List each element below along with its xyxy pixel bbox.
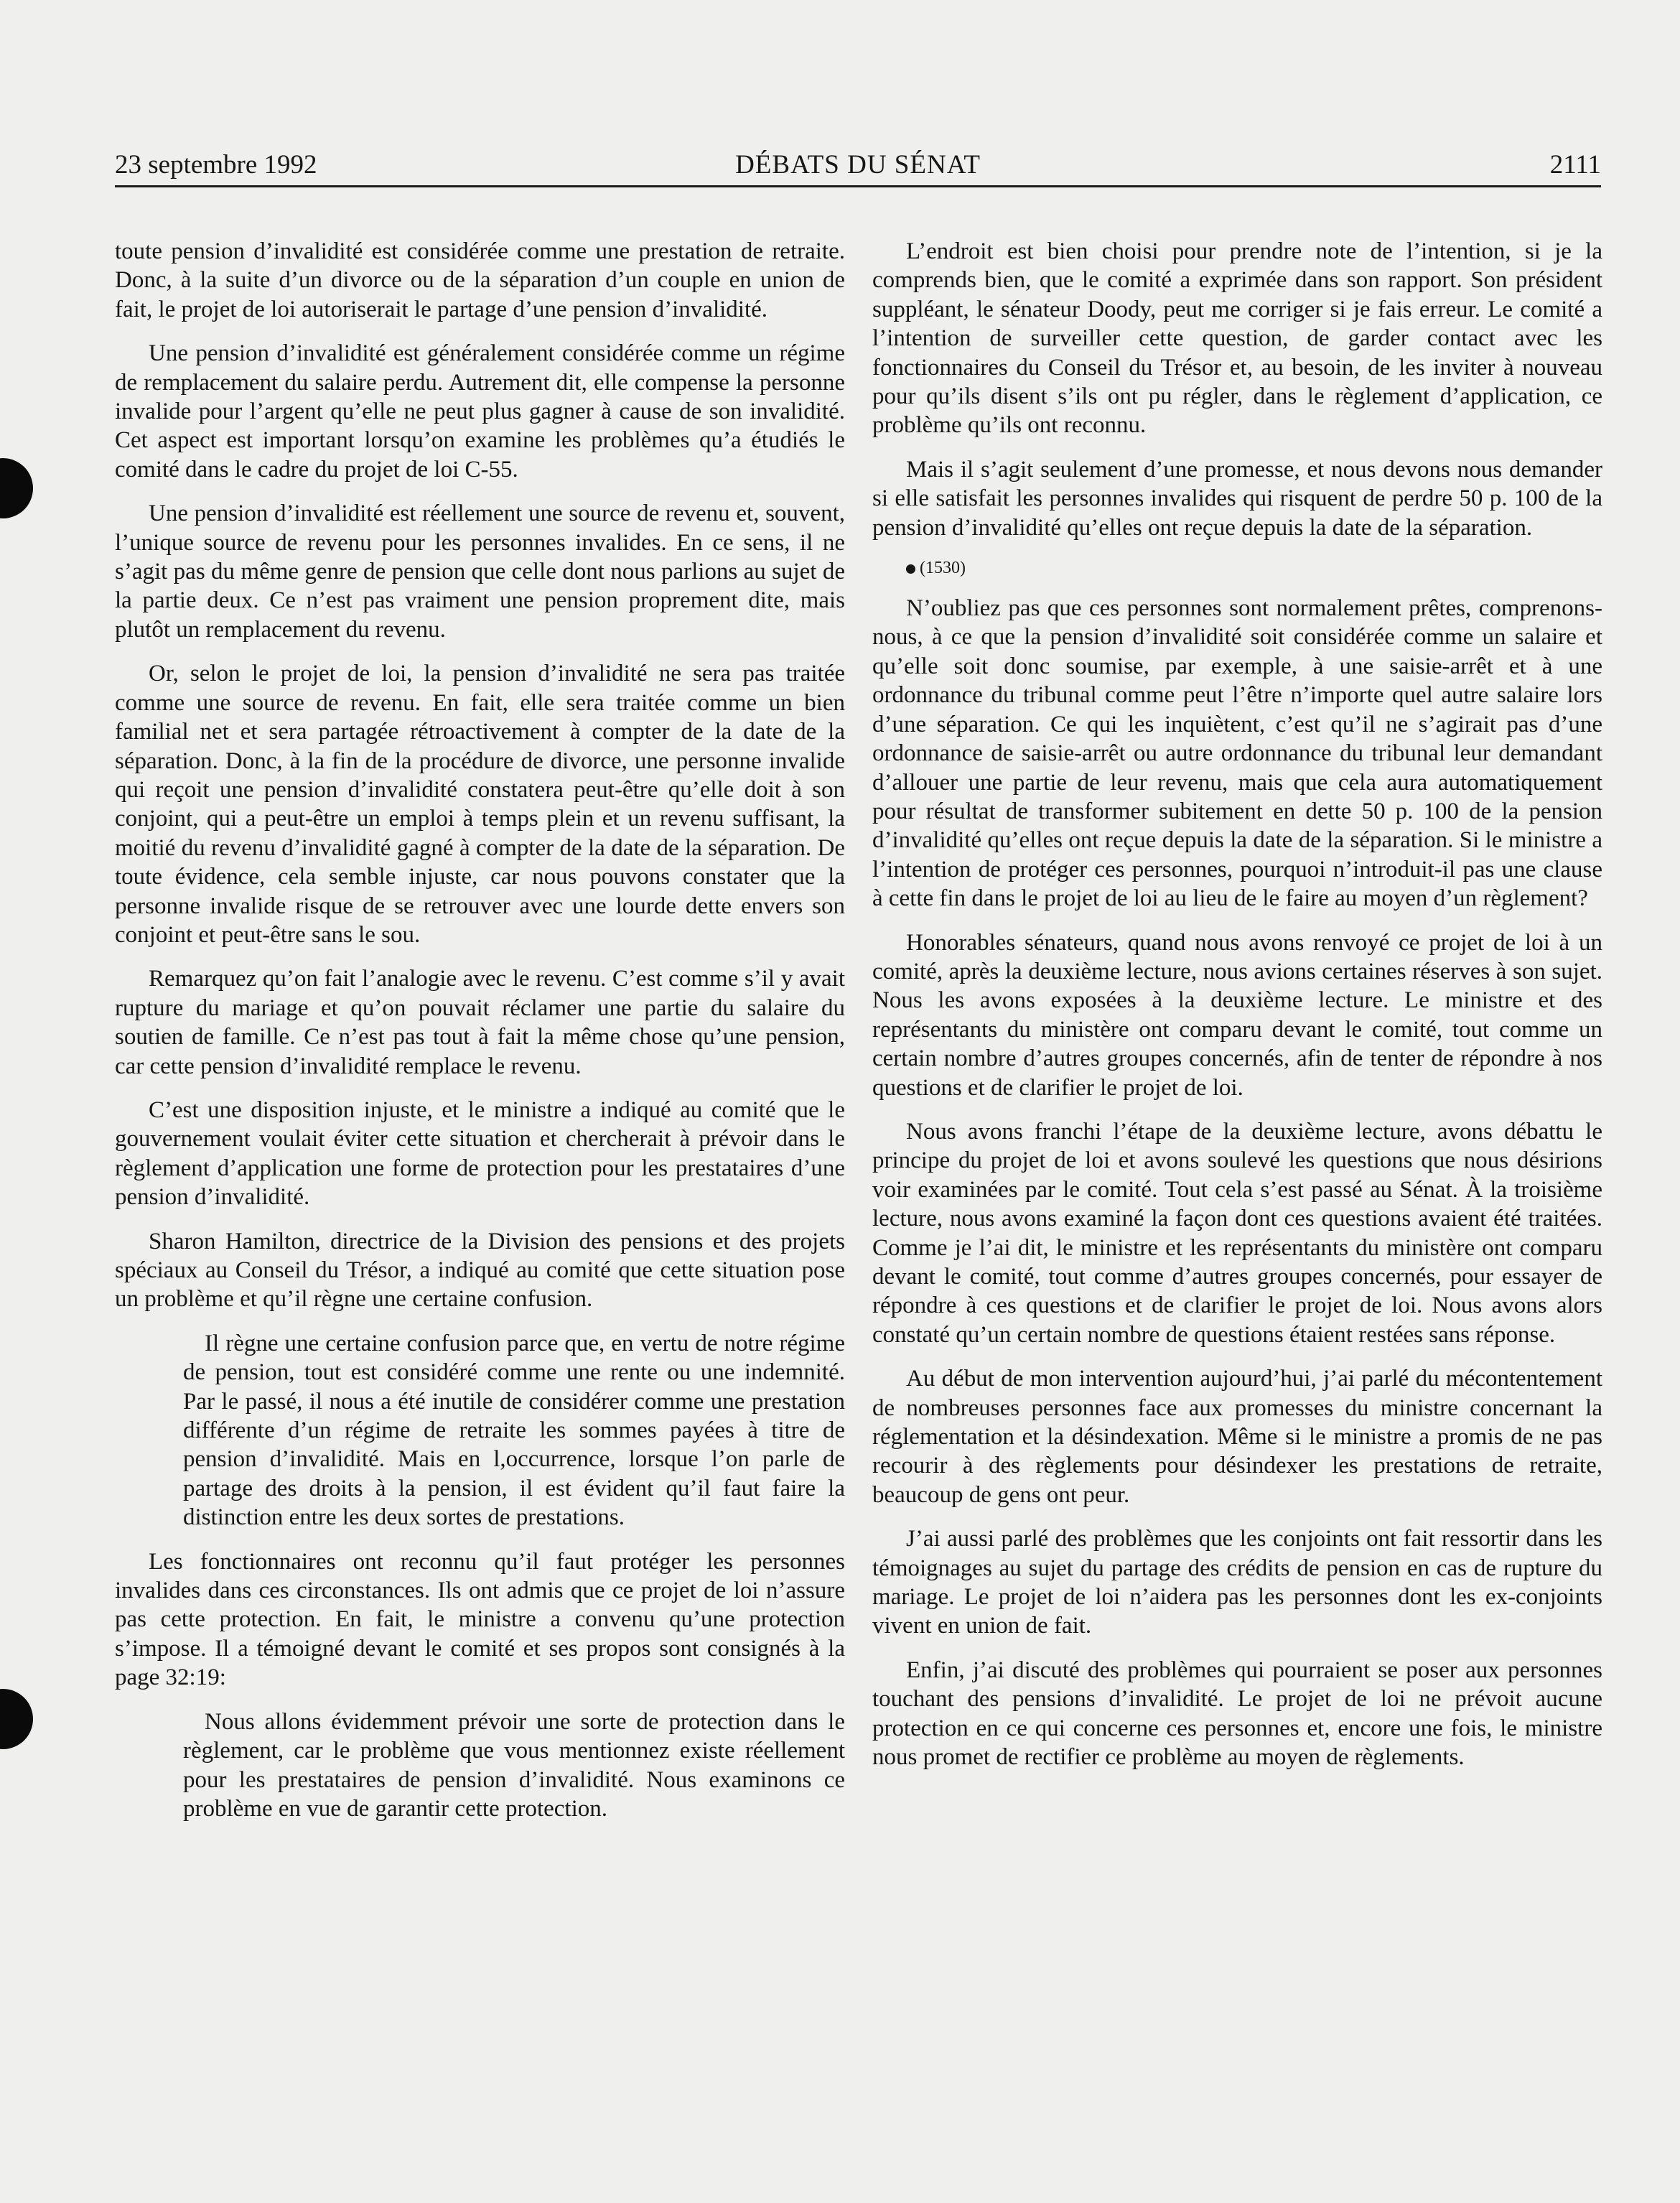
block-quote: Il règne une certaine confusion parce que, en vertu de notre régime de pension, tout est considéré comme une rente ou une indemnité. Par le passé, il nous a été inutile de considérer comme une prestation différente d’un régime de retraite les sommes payées à titre de pension d’invalidité. Mais en l,occurrence, lorsque l’on parle de partage des droits à la pension, il est évident qu’il faut faire la distinction entre les deux sortes de prestations. — [183, 1330, 845, 1531]
paragraph: Nous avons franchi l’étape de la deuxième lecture, avons débattu le principe du projet de loi et avons soulevé les questions que nous désirions voir examinées par le comité. Tout cela s’est passé au Sénat. À la troisième lecture, nous avons examiné la façon dont ces questions avaient été traitées. Comme je l’ai dit, le ministre et les représentants du ministère ont comparu devant le comité, tout comme d’autres groupes concernés, pour essayer de répondre à ces questions et de clarifier le projet de loi. Nous avons alors constaté qu’un certain nombre de questions étaient restées sans réponse. — [872, 1118, 1602, 1348]
paragraph: L’endroit est bien choisi pour prendre note de l’intention, si je la comprends bien, que le comité a exprimée dans son rapport. Son président suppléant, le sénateur Doody, peut me corriger si je fais erreur. Le comité a l’intention de surveiller cette question, de garder contact avec les fonctionnaires du Conseil du Trésor et, au besoin, de les inviter à nouveau pour qu’ils disent s’ils ont pu régler, dans le règlement d’application, ce problème qu’ils ont reconnu. — [872, 238, 1602, 439]
paragraph: Sharon Hamilton, directrice de la Division des pensions et des projets spéciaux au Conseil du Trésor, a indiqué au comité que cette situation pose un problème et qu’il règne une certaine confusion. — [115, 1228, 845, 1313]
header-title: DÉBATS DU SÉNAT — [735, 150, 981, 180]
paragraph: Une pension d’invalidité est réellement une source de revenu et, souvent, l’unique source de revenu pour les personnes invalides. En ce sens, il ne s’agit pas du même genre de pension que celle dont nous parlions au sujet de la partie deux. Ce n’est pas vraiment une pension proprement dite, mais plutôt un remplacement du revenu. — [115, 500, 845, 643]
right-column — [872, 237, 1602, 1787]
paragraph: J’ai aussi parlé des problèmes que les conjoints ont fait ressortir dans les témoignages au sujet du partage des crédits de pension en cas de rupture du mariage. Le projet de loi n’aidera pas les personnes dont les ex-conjoints vivent en union de fait. — [872, 1526, 1602, 1639]
paragraph: Honorables sénateurs, quand nous avons renvoyé ce projet de loi à un comité, après la deuxième lecture, nous avions certaines réserves à son sujet. Nous les avons exposées à la deuxième lecture. Le ministre et des représentants du ministère ont comparu devant le comité, tout comme un certain nombre d’autres groupes concernés, afin de tenter de répondre à nos questions et de clarifier le projet de loi. — [872, 929, 1602, 1101]
page-number: 2111 — [1549, 150, 1601, 180]
paragraph: C’est une disposition injuste, et le ministre a indiqué au comité que le gouvernement voulait éviter cette situation et chercherait à prévoir dans le règlement d’application une forme de protection pour les prestataires d’une pension d’invalidité. — [115, 1096, 845, 1211]
left-column — [115, 237, 845, 1838]
block-quote: Nous allons évidemment prévoir une sorte de protection dans le règlement, car le problème que vous mentionnez existe réellement pour les prestataires de pension d’invalidité. Nous examinons ce problème en vue de garantir cette protection. — [183, 1708, 845, 1822]
header-date: 23 septembre 1992 — [115, 150, 317, 180]
paragraph: Une pension d’invalidité est généralement considérée comme un régime de remplacement du salaire perdu. Autrement dit, elle compense la personne invalide pour l’argent qu’elle ne peut plus gagner à cause de son invalidité. Cet aspect est important lorsqu’on examine les problèmes qu’a étudiés le comité dans le cadre du projet de loi C-55. — [115, 340, 845, 483]
time-marker-label: (1530) — [920, 559, 966, 578]
time-marker — [872, 557, 1602, 579]
paragraph: Remarquez qu’on fait l’analogie avec le revenu. C’est comme s’il y avait rupture du mariage et qu’on pouvait réclamer une partie du salaire du soutien de famille. Ce n’est pas tout à fait la même chose qu’une pension, car cette pension d’invalidité remplace le revenu. — [115, 966, 845, 1079]
page-header — [115, 145, 1601, 187]
paragraph: Au début de mon intervention aujourd’hui, j’ai parlé du mécontentement de nombreuses personnes face aux promesses du ministre concernant la réglementation et la désindexation. Même si le ministre a promis de ne pas recourir à des règlements pour désindexer les prestations de retraite, beaucoup de gens ont peur. — [872, 1366, 1602, 1508]
paragraph: Les fonctionnaires ont reconnu qu’il faut protéger les personnes invalides dans ces circonstances. Ils ont admis que ce projet de loi n’assure pas cette protection. En fait, le ministre a convenu qu’une protection s’impose. Il a témoigné devant le comité et ses propos sont consignés à la page 32:19: — [115, 1548, 845, 1691]
bullet-icon — [906, 564, 915, 574]
binder-hole-top — [0, 458, 33, 518]
paragraph: N’oubliez pas que ces personnes sont normalement prêtes, comprenons-nous, à ce que la pension d’invalidité soit considérée comme un salaire et qu’elle soit donc soumise, par exemple, à une saisie-arrêt et à une ordonnance du tribunal comme peut l’être n’importe quel autre salaire lors d’une séparation. Ce qui les inquiètent, c’est qu’il ne s’agirait pas d’une ordonnance de saisie-arrêt ou autre ordonnance du tribunal leur demandant d’allouer une partie de leur revenu, mais que cela aura automatiquement pour résultat de transformer subitement en dette 50 p. 100 de la pension d’invalidité qu’elles ont reçue depuis la date de la séparation. Si le ministre a l’intention de protéger ces personnes, pourquoi n’introduit-il pas une clause à cette fin dans le projet de loi au lieu de le faire au moyen d’un règlement? — [872, 595, 1602, 912]
paragraph: Or, selon le projet de loi, la pension d’invalidité ne sera pas traitée comme une source de revenu. En fait, elle sera traitée comme un bien familial net et sera partagée rétroactivement à compter de la date de la séparation. Donc, à la fin de la procédure de divorce, une personne invalide qui reçoit une pension d’invalidité constatera peut-être qu’elle doit à son conjoint, qui a peut-être un emploi à temps plein et un revenu suffisant, la moitié du revenu d’invalidité gagné à compter de la date de la séparation. De toute évidence, cela semble injuste, car nous pouvons constater que la personne invalide risque de se retrouver avec une lourde dette envers son conjoint et peut-être sans le sou. — [115, 661, 845, 948]
paragraph-continuation: toute pension d’invalidité est considérée comme une prestation de retraite. Donc, à la suite d’un divorce ou de la séparation d’un couple en union de fait, le projet de loi autoriserait le partage d’une pension d’invalidité. — [115, 238, 845, 322]
binder-hole-bottom — [0, 1689, 33, 1749]
paragraph: Mais il s’agit seulement d’une promesse, et nous devons nous demander si elle satisfait les personnes invalides qui risquent de perdre 50 p. 100 de la pension d’invalidité qu’elles ont reçue depuis la date de la séparation. — [872, 456, 1602, 541]
paragraph: Enfin, j’ai discuté des problèmes qui pourraient se poser aux personnes touchant des pensions d’invalidité. Le projet de loi ne prévoit aucune protection en ce qui concerne ces personnes et, encore une fois, le ministre nous promet de rectifier ce problème au moyen de règlements. — [872, 1657, 1602, 1771]
